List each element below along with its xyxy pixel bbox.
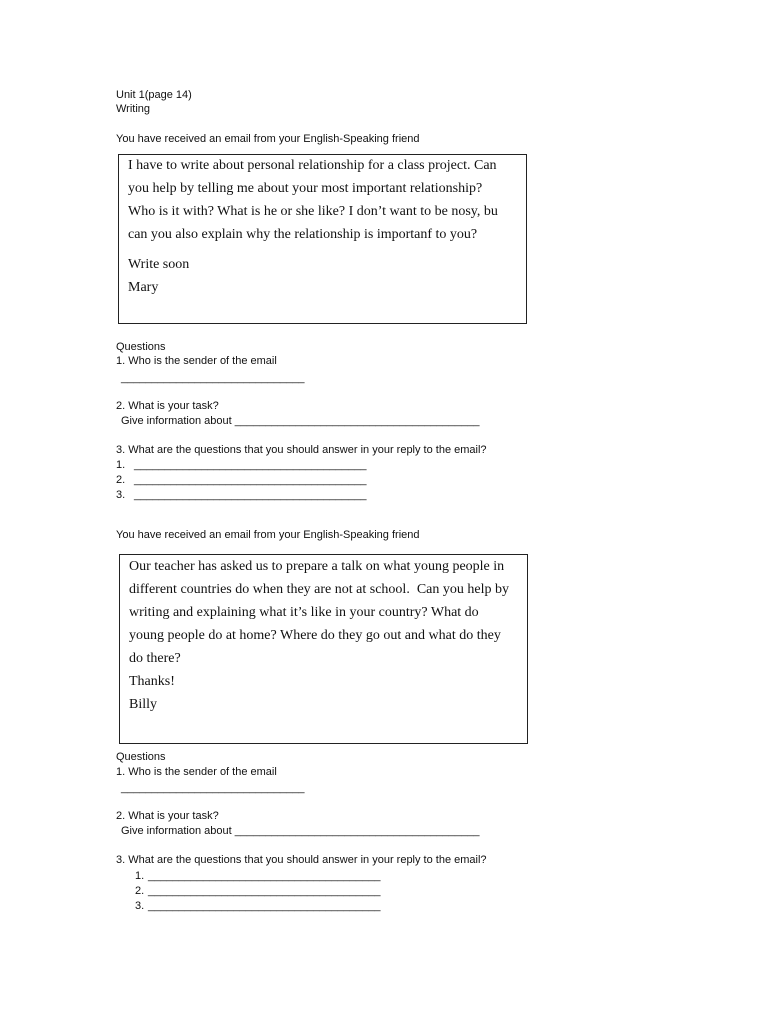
answer-blank: ______________________________________	[134, 459, 367, 471]
email-box	[118, 154, 527, 324]
question-2-answer: Give information about ________________________________________	[121, 415, 480, 427]
email-line: writing and explaining what it’s like in your country? What do	[129, 605, 479, 620]
question-3: 3. What are the questions that you should answer in your reply to the email?	[116, 444, 487, 456]
email-box	[119, 554, 528, 744]
email-signature: Mary	[128, 280, 159, 295]
answer-number: 3.	[135, 900, 145, 912]
answer-blank: ______________________________	[121, 372, 305, 384]
email-line: I have to write about personal relationship for a class project. Can	[128, 158, 497, 173]
email-line: different countries do when they are not at school. Can you help by	[129, 582, 509, 597]
email-line: Who is it with? What is he or she like? I don’t want to be nosy, bu	[128, 204, 498, 219]
answer-blank: ______________________________	[121, 782, 305, 794]
question-2: 2. What is your task?	[116, 810, 219, 822]
email-line: can you also explain why the relationship is importanf to you?	[128, 227, 478, 242]
question-1: 1. Who is the sender of the email	[116, 355, 277, 367]
questions-heading: Questions	[116, 751, 166, 763]
question-2: 2. What is your task?	[116, 400, 219, 412]
answer-blank: ______________________________________	[148, 870, 381, 882]
question-1: 1. Who is the sender of the email	[116, 766, 277, 778]
answer-number: 1.	[116, 459, 126, 471]
exercise-intro: You have received an email from your English-Speaking friend	[116, 529, 420, 541]
answer-blank: ______________________________________	[148, 885, 381, 897]
answer-blank: ______________________________________	[134, 489, 367, 501]
email-line: do there?	[129, 651, 181, 666]
email-signature: Billy	[129, 697, 158, 712]
email-sign-off: Thanks!	[129, 674, 175, 689]
email-line: you help by telling me about your most important relationship?	[128, 181, 483, 196]
answer-number: 2.	[116, 474, 126, 486]
answer-blank: ______________________________________	[134, 474, 367, 486]
email-line: Our teacher has asked us to prepare a talk on what young people in	[129, 559, 505, 574]
question-3: 3. What are the questions that you should answer in your reply to the email?	[116, 854, 487, 866]
answer-blank: ______________________________________	[148, 900, 381, 912]
answer-number: 3.	[116, 489, 126, 501]
section-title: Writing	[116, 103, 151, 115]
email-sign-off: Write soon	[128, 257, 190, 272]
email-line: young people do at home? Where do they go out and what do they	[129, 628, 501, 643]
questions-heading: Questions	[116, 341, 166, 353]
answer-number: 2.	[135, 885, 145, 897]
question-2-answer: Give information about ________________________________________	[121, 825, 480, 837]
answer-number: 1.	[135, 870, 145, 882]
exercise-intro: You have received an email from your English-Speaking friend	[116, 133, 420, 145]
unit-title: Unit 1(page 14)	[116, 89, 192, 101]
